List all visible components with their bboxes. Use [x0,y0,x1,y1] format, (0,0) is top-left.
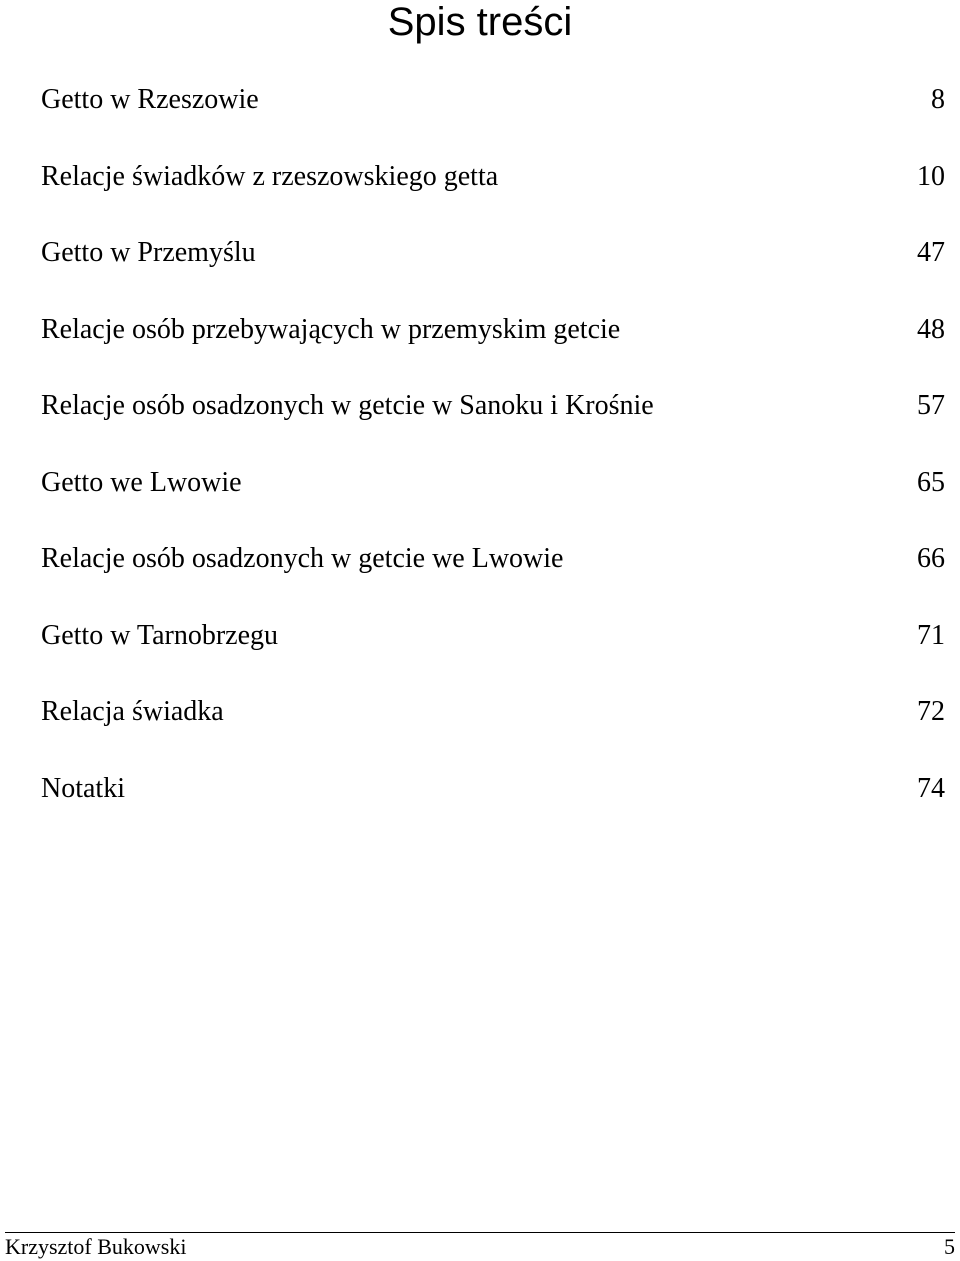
toc-entry [41,388,945,465]
footer-author: Krzysztof Bukowski [5,1234,187,1259]
toc-entry-title: Relacje osób przebywających w przemyskim getcie [41,313,621,345]
toc-entry [41,235,945,312]
toc-entry [41,694,945,771]
toc-entry [41,465,945,542]
toc-entry-title: Getto w Przemyślu [41,237,256,268]
toc-entry [41,541,945,618]
toc-entry-title: Relacje świadków z rzeszowskiego getta [41,160,499,192]
toc-entry-title: Relacja świadka [41,696,224,727]
toc-entry-page: 74 [917,772,945,804]
page-footer [5,1232,955,1261]
toc-entry-title: Getto we Lwowie [41,466,242,498]
toc-entry-page: 71 [917,619,945,651]
toc-entry [41,618,945,695]
toc-entry-page: 8 [931,84,945,115]
toc-entry-title: Relacje osób osadzonych w getcie w Sanoku i Krośnie [41,390,654,421]
toc-entry-page: 65 [917,466,945,498]
toc-entry-page: 66 [917,543,945,574]
toc-entry-page: 57 [917,390,945,421]
toc-entry [41,159,945,236]
toc-entry-title: Notatki [41,772,125,804]
toc-entry-title: Relacje osób osadzonych w getcie we Lwowie [41,543,564,574]
toc-entry-page: 10 [917,160,945,192]
page-title: Spis treści [387,0,573,44]
toc-entry [41,312,945,389]
toc-entry-title: Getto w Rzeszowie [41,84,259,115]
toc-entry-page: 72 [917,696,945,727]
table-of-contents [41,82,945,847]
toc-entry [41,82,945,159]
toc-entry-page: 48 [917,313,945,345]
toc-entry-title: Getto w Tarnobrzegu [41,619,279,651]
toc-entry-page: 47 [917,237,945,268]
footer-page-number: 5 [944,1234,955,1259]
toc-entry [41,771,945,848]
